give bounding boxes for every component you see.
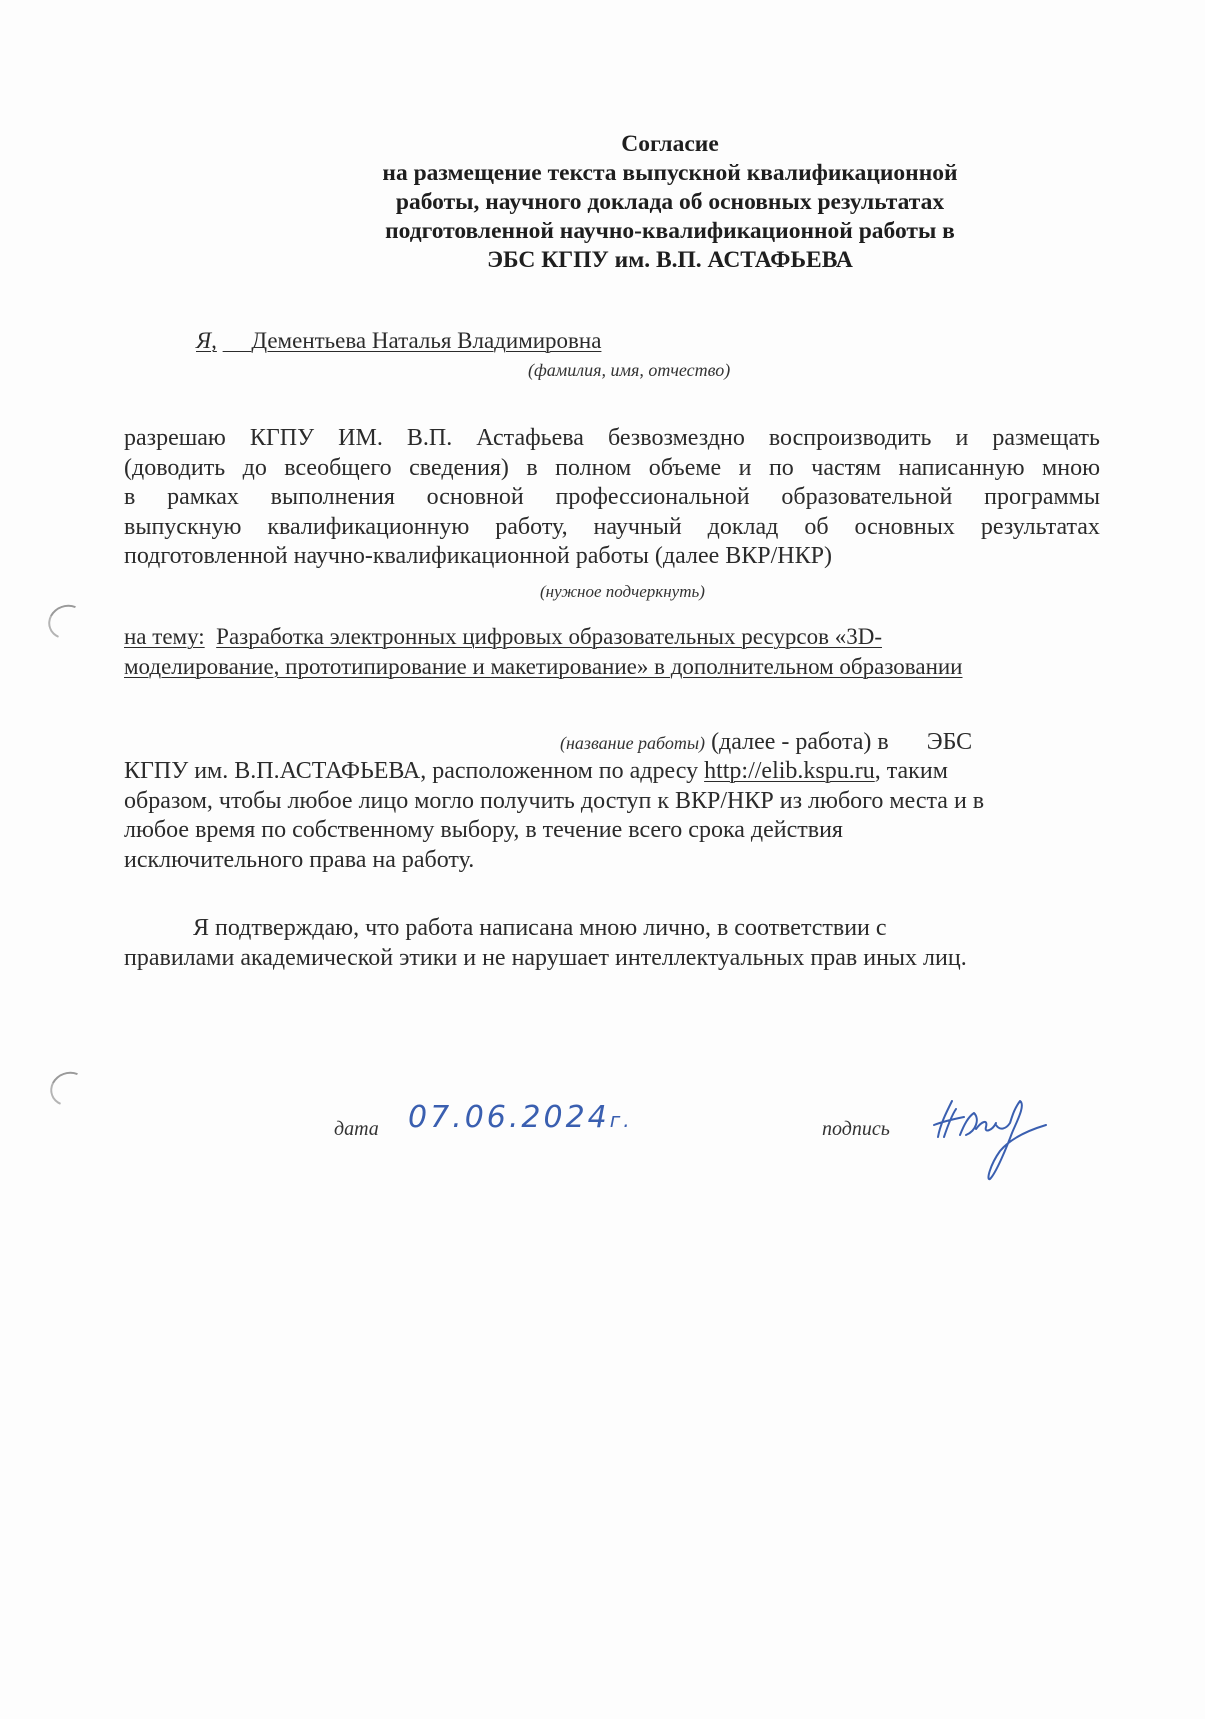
word: сведения) [409, 454, 509, 481]
word: и [955, 425, 969, 451]
date-value-handwritten: 07.06.2024г. [408, 1100, 633, 1135]
heading-line: ЭБС КГПУ им. В.П. АСТАФЬЕВА [487, 247, 853, 273]
word: по [768, 454, 794, 481]
word: воспроизводить [768, 425, 932, 451]
word: доклад [707, 513, 779, 540]
topic-label: на тему: [124, 624, 205, 649]
word: КГПУ [249, 425, 315, 451]
permission-line: подготовленной научно-квалификационной работы (далее ВКР/НКР) [124, 543, 832, 569]
word: всеобщего [284, 454, 392, 481]
topic-title-line: Разработка электронных цифровых образовательных ресурсов «3D- [216, 624, 882, 649]
underline-hint-caption: (нужное подчеркнуть) [540, 582, 705, 601]
word: рамках [167, 484, 239, 510]
heading-line: на размещение текста выпускной квалификационной [382, 160, 958, 186]
word: (доводить [124, 454, 226, 481]
punch-hole-mark [43, 600, 90, 645]
word: и [738, 454, 752, 481]
full-name-field: Дементьева Наталья Владимировна [251, 328, 602, 353]
word: Астафьева [476, 425, 584, 451]
permission-paragraph [124, 424, 1100, 572]
topic-title-line: моделирование, прототипирование и макетирование» в дополнительном образовании [124, 653, 963, 679]
word: основной [426, 484, 524, 510]
word: выполнения [270, 484, 395, 510]
word: научный [593, 513, 682, 540]
word: квалификационную [267, 513, 470, 540]
permission-line [124, 454, 1100, 484]
word: полном [555, 454, 632, 481]
word: основных [854, 513, 955, 540]
signature-scribble-icon [930, 1095, 1060, 1185]
signature-label: подпись [822, 1118, 890, 1140]
name-caption: (фамилия, имя, отчество) [528, 360, 731, 380]
document-heading [300, 130, 1040, 275]
confirmation-paragraph [124, 914, 967, 973]
ebs-text: ЭБС [926, 729, 973, 755]
word: программы [984, 484, 1100, 510]
placement-text: (далее - работа) в [711, 729, 889, 755]
heading-line: работы, научного доклада об основных результатах [395, 189, 945, 215]
word: размещать [992, 425, 1100, 451]
word: написанную [898, 454, 1025, 481]
word: профессиональной [555, 484, 750, 510]
confirmation-line: Я подтверждаю, что работа написана мною лично, в соответствии с [193, 915, 887, 941]
date-label: дата [334, 1118, 379, 1140]
heading-title: Согласие [621, 131, 719, 157]
word: работу, [495, 513, 568, 540]
permission-line [124, 483, 1100, 513]
name-row [196, 326, 601, 356]
permission-line [124, 513, 1100, 543]
word: выпускную [124, 513, 242, 540]
signature [930, 1095, 1060, 1190]
word: образовательной [781, 484, 953, 510]
word: результатах [980, 513, 1100, 540]
word: объеме [648, 454, 722, 481]
placement-line-1 [560, 728, 972, 759]
word: мною [1042, 454, 1100, 481]
permission-line [124, 424, 1100, 454]
punch-hole-mark [45, 1067, 92, 1112]
word: разрешаю [124, 425, 226, 451]
work-title-caption: (название работы) [560, 733, 706, 753]
heading-line: подготовленной научно-квалификационной работы в [385, 218, 955, 244]
elib-link[interactable]: http://elib.kspu.ru [704, 758, 875, 784]
word: В.П. [406, 425, 453, 451]
word: об [804, 513, 829, 540]
word: до [242, 454, 267, 481]
word: частям [811, 454, 882, 481]
topic-block [124, 622, 963, 681]
confirmation-line: правилами академической этики и не нарушает интеллектуальных прав иных лиц. [124, 944, 967, 971]
word: безвозмездно [607, 425, 745, 451]
word: в [526, 454, 538, 481]
word: ИМ. [338, 425, 383, 451]
word: в [124, 484, 136, 510]
name-prefix: Я, [196, 328, 217, 353]
placement-paragraph: КГПУ им. В.П.АСТАФЬЕВА, расположенном по адресу http://elib.kspu.ru, таким образом, чтобы любое лицо могло получить доступ к ВКР/НКР из любого места и в любое время по собственному выбору, в течение всего срока действия исключительного права на работу. [124, 758, 985, 873]
